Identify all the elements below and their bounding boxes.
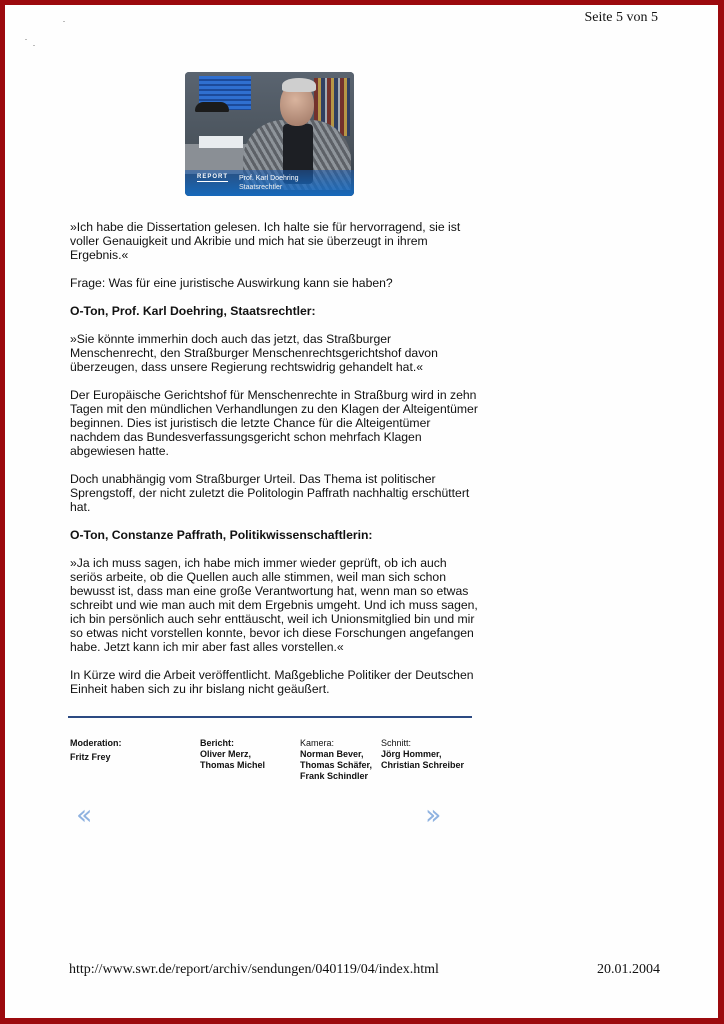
paragraph-quote-paffrath: »Ja ich muss sagen, ich habe mich immer wieder geprüft, ob ich auch seriös arbeite, ob die Quellen auch alle stimmen, weil man sich schon bewusst ist, dass man eine große Verantwortung hat, wenn man so etwas schreibt und wie man auch mit dem Ergebnis umgeht. Und ich muss sagen, ich bin persönlich auch sehr enttäuscht, weil ich Unionsmitglied bin und mir so etwas nicht vorstellen konnte, bevor ich diese Forschungen angefangen habe. Jetzt kann ich mir aber fast alles vorstellen.« xyxy=(70,556,478,654)
scan-speck xyxy=(33,45,35,46)
paragraph-question: Frage: Was für eine juristische Auswirkung kann sie haben? xyxy=(70,276,393,290)
credit-bericht xyxy=(200,738,265,771)
photo-caption-title: Staatsrechtler xyxy=(239,184,283,191)
credit-label: Schnitt: xyxy=(381,738,412,748)
source-url: http://www.swr.de/report/archiv/sendungen/040119/04/index.html xyxy=(69,962,439,977)
paragraph-political: Doch unabhängig vom Straßburger Urteil. Das Thema ist politischer Sprengstoff, der nicht zuletzt die Politologin Paffrath nachhaltig erschüttert hat. xyxy=(70,472,470,514)
credit-value: Norman Bever, Thomas Schäfer, Frank Schindler xyxy=(300,749,373,781)
photo-lamp xyxy=(195,102,229,112)
credit-schnitt xyxy=(381,738,464,771)
credit-value: Fritz Frey xyxy=(70,752,111,762)
report-logo: REPORT xyxy=(197,174,229,180)
photo-caption-name: Prof. Karl Doehring xyxy=(239,175,299,182)
credit-label: Moderation: xyxy=(70,738,122,748)
previous-page-chevron-icon[interactable]: ‹‹ xyxy=(76,798,87,831)
speaker-heading-paffrath: O-Ton, Constanze Paffrath, Politikwissenschaftlerin: xyxy=(70,528,373,542)
next-page-chevron-icon[interactable]: ›› xyxy=(425,798,436,831)
scan-speck xyxy=(63,21,65,22)
credit-moderation xyxy=(70,738,122,763)
paragraph-quote-doehring-2: »Sie könnte immerhin doch auch das jetzt, das Straßburger Menschenrecht, den Straßburger Menschenrechtsgerichtshof davon überzeugen, dass unsere Regierung rechtswidrig gehandelt hat.« xyxy=(70,332,438,374)
article-body xyxy=(70,220,480,710)
section-divider xyxy=(68,716,472,718)
print-date: 20.01.2004 xyxy=(597,962,660,977)
scan-speck xyxy=(25,39,27,40)
credit-kamera xyxy=(300,738,372,782)
credit-value: Jörg Hommer, Christian Schreiber xyxy=(381,749,465,770)
paragraph-court: Der Europäische Gerichtshof für Menschenrechte in Straßburg wird in zehn Tagen mit den mündlichen Verhandlungen zu den Klagen der Alteigentümer beginnen. Dies ist juristisch die letzte Chance für die Alteigentümer nachdem das Bundesverfassungsgericht schon mehrfach Klagen abgewiesen hatte. xyxy=(70,388,478,458)
interview-photo xyxy=(185,72,354,196)
photo-papers xyxy=(199,136,243,148)
paragraph-closing: In Kürze wird die Arbeit veröffentlicht. Maßgebliche Politiker der Deutschen Einheit haben sich zu ihr bislang nicht geäußert. xyxy=(70,668,474,696)
photo-person-hair xyxy=(282,78,316,92)
speaker-heading-doehring: O-Ton, Prof. Karl Doehring, Staatsrechtler: xyxy=(70,304,316,318)
credit-label: Kamera: xyxy=(300,738,335,748)
paragraph-quote-doehring-1: »Ich habe die Dissertation gelesen. Ich halte sie für hervorragend, sie ist voller Genauigkeit und Akribie und mich hat sie überzeugt in ihrem Ergebnis.« xyxy=(70,220,461,262)
page-indicator: Seite 5 von 5 xyxy=(584,10,658,25)
credit-value: Oliver Merz, Thomas Michel xyxy=(200,749,266,770)
credit-label: Bericht: xyxy=(200,738,235,748)
